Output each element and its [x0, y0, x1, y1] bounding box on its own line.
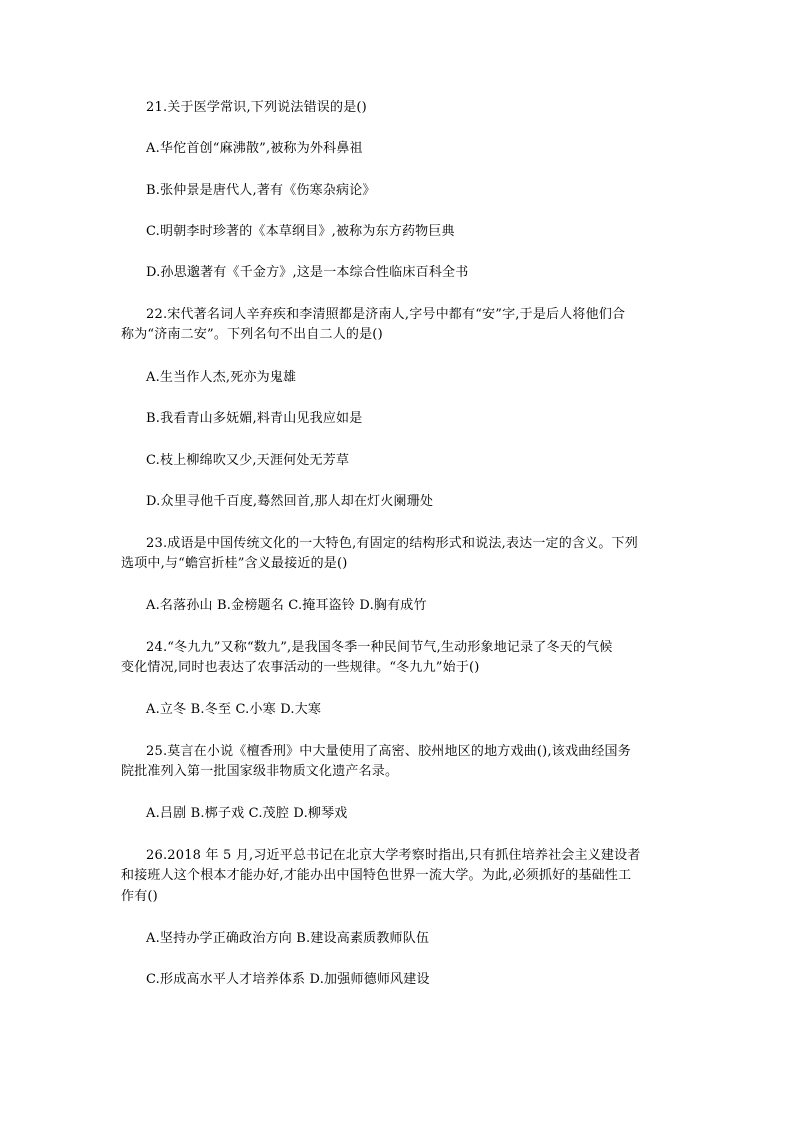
question-21-option-d: D.孙思邈著有《千金方》,这是一本综合性临床百科全书 — [146, 265, 469, 280]
question-22-stem-line-2: 称为“济南二安”。下列名句不出自二人的是() — [121, 327, 383, 342]
question-25-options: A.吕剧 B.梆子戏 C.茂腔 D.柳琴戏 — [146, 806, 348, 821]
question-22-option-c: C.枝上柳绵吹又少,天涯何处无芳草 — [146, 453, 350, 468]
question-25-stem-line-1: 25.莫言在小说《檀香刑》中大量使用了高密、胶州地区的地方戏曲(),该戏曲经国务 — [146, 744, 631, 759]
question-23-stem-line-1: 23.成语是中国传统文化的一大特色,有固定的结构形式和说法,表达一定的含义。下列 — [146, 536, 638, 551]
question-21-option-c: C.明朝李时珍著的《本草纲目》,被称为东方药物巨典 — [146, 224, 455, 239]
question-22-option-b: B.我看青山多妩媚,料青山见我应如是 — [146, 411, 363, 426]
question-21-stem: 21.关于医学常识,下列说法错误的是() — [146, 100, 367, 115]
question-22-option-a: A.生当作人杰,死亦为鬼雄 — [146, 370, 297, 385]
question-22-stem-line-1: 22.宋代著名词人辛弃疾和李清照都是济南人,字号中都有“安”字,于是后人将他们合 — [146, 307, 626, 322]
question-23-stem-line-2: 选项中,与“蟾宫折桂”含义最接近的是() — [121, 556, 348, 571]
question-25-stem-line-2: 院批准列入第一批国家级非物质文化遗产名录。 — [121, 764, 399, 779]
question-24-options: A.立冬 B.冬至 C.小寒 D.大寒 — [146, 702, 322, 717]
question-26-stem-line-2: 和接班人这个根本才能办好,才能办出中国特色世界一流大学。为此,必须抓好的基础性工 — [121, 868, 632, 883]
question-22-option-d: D.众里寻他千百度,蓦然回首,那人却在灯火阑珊处 — [146, 494, 434, 509]
question-26-stem-line-3: 作有() — [121, 889, 158, 904]
question-26-stem-line-1: 26.2018 年 5 月,习近平总书记在北京大学考察时指出,只有抓住培养社会主义建设者 — [146, 848, 641, 863]
question-21-option-a: A.华佗首创“麻沸散”,被称为外科鼻祖 — [146, 141, 363, 156]
question-26-option-ab: A.坚持办学正确政治方向 B.建设高素质教师队伍 — [146, 931, 430, 946]
question-26-option-cd: C.形成高水平人才培养体系 D.加强师德师风建设 — [146, 972, 430, 987]
question-21-option-b: B.张仲景是唐代人,著有《伤寒杂病论》 — [146, 183, 376, 198]
question-24-stem-line-1: 24.“冬九九”又称“数九”,是我国冬季一种民间节气,生动形象地记录了冬天的气候 — [146, 640, 613, 655]
question-24-stem-line-2: 变化情况,同时也表达了农事活动的一些规律。“冬九九”始于() — [121, 660, 480, 675]
question-23-options: A.名落孙山 B.金榜题名 C.掩耳盗铃 D.胸有成竹 — [146, 598, 427, 613]
